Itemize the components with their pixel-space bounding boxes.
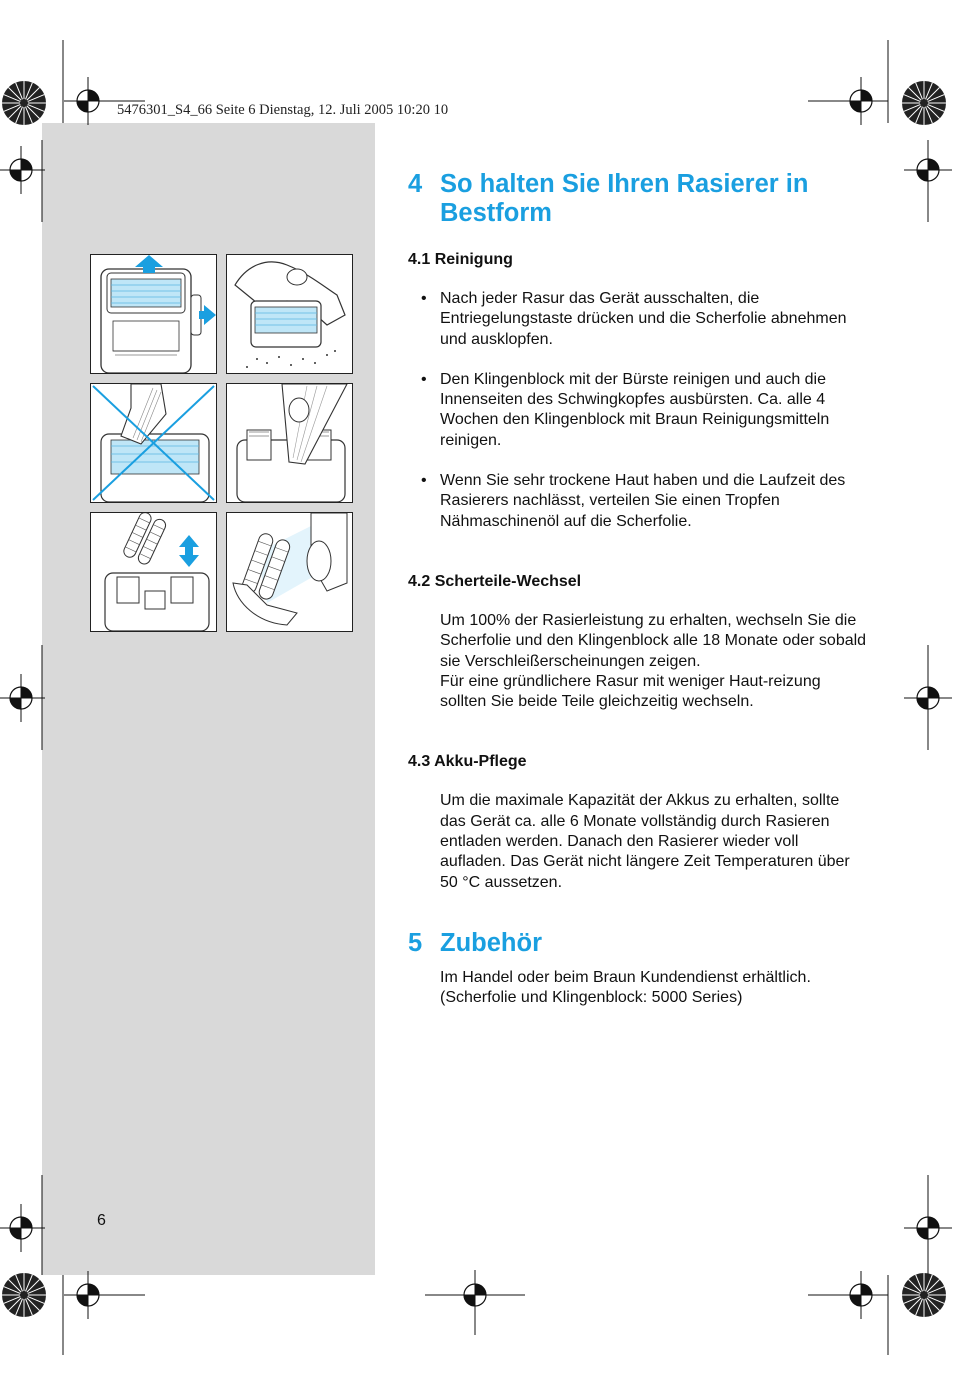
accessories-paragraph-2: (Scherfolie und Klingenblock: 5000 Series) [440, 989, 743, 1007]
illustration-grid [90, 254, 355, 634]
oil-drop-icon [226, 512, 353, 632]
section-4-number: 4 [408, 170, 423, 198]
accessories-paragraph: Im Handel oder beim Braun Kundendienst erhältlich. [440, 968, 811, 986]
section-5-heading [408, 929, 868, 958]
main-content [408, 170, 868, 1009]
no-brushing-foil-icon [90, 383, 217, 503]
page-number: 6 [97, 1212, 106, 1229]
section-4-heading [408, 170, 868, 228]
subsection-4-2-heading: 4.2 Scherteile-Wechsel [408, 572, 582, 590]
subsection-4-3-heading: 4.3 Akku-Pflege [408, 753, 527, 771]
cleaning-bullet-list [408, 289, 868, 532]
replacement-paragraph: Um 100% der Rasierleistung zu erhalten, wechseln Sie die Scherfolie und den Klingenblock alle 18 Monate oder sobald sie Verschleißerscheinungen zeigen. [440, 611, 867, 670]
replacement-paragraph-2: Für eine gründlichere Rasur mit weniger Haut-reizung sollten Sie beide Teile gleichzeitig wechseln. [440, 672, 821, 711]
cutter-replacement-icon [90, 512, 217, 632]
print-header: 5476301_S4_66 Seite 6 Dienstag, 12. Juli 2005 10:20 10 [117, 102, 449, 118]
list-item: • Den Klingenblock mit der Bürste reinigen und auch die Innenseiten des Schwingkopfes ausbürsten. Ca. alle 4 Wochen den Klingenblock mit Braun Reinigungsmitteln reinigen. [421, 370, 830, 449]
section-5-title: Zubehör [440, 928, 542, 957]
list-item: • Nach jeder Rasur das Gerät ausschalten, die Entriegelungstaste drücken und die Scherfolie abnehmen und ausklopfen. [421, 290, 847, 348]
battery-care-paragraph: Um die maximale Kapazität der Akkus zu erhalten, sollte das Gerät ca. alle 6 Monate vollständig durch Rasieren entladen werden. Danach den Rasierer wieder voll aufladen. Das Gerät nicht längere Zeit Temperaturen über 50 °C aussetzen. [440, 792, 850, 891]
foil-removal-icon [90, 254, 217, 374]
foil-tapping-icon [226, 254, 353, 374]
list-item: • Wenn Sie sehr trockene Haut haben und die Laufzeit des Rasierers nachlässt, verteilen Sie einen Tropfen Nähmaschinenöl auf die Scherfolie. [421, 472, 846, 530]
subsection-4-1-heading: 4.1 Reinigung [408, 251, 513, 268]
section-4-title: So halten Sie Ihren Rasierer in Bestform [440, 170, 809, 227]
section-5-number: 5 [408, 928, 423, 957]
brush-cutter-icon [226, 383, 353, 503]
